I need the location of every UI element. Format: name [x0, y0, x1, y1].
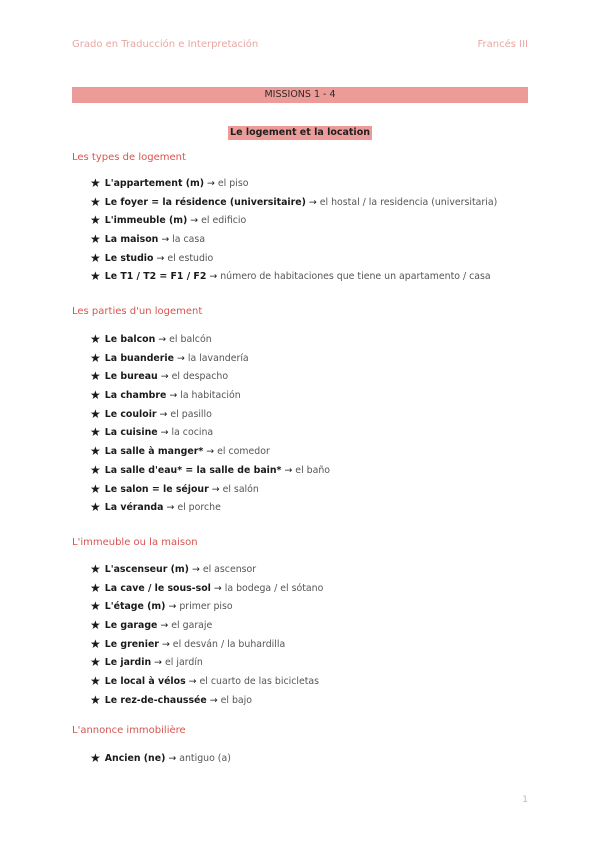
list-item	[90, 498, 330, 517]
star-bullet-icon: ★	[90, 692, 101, 707]
translation: el desván / la buhardilla	[172, 638, 286, 650]
translation: la habitación	[180, 390, 241, 402]
arrow-right-icon: →	[156, 252, 165, 264]
arrow-right-icon: →	[161, 638, 170, 650]
star-bullet-icon: ★	[90, 388, 101, 403]
list-item	[90, 749, 231, 768]
star-bullet-icon: ★	[90, 406, 101, 421]
translation: la lavandería	[187, 352, 249, 364]
term: La salle à manger*	[104, 446, 204, 458]
term: Le garage	[104, 620, 158, 632]
list-item	[90, 249, 497, 268]
translation: el pasillo	[170, 408, 212, 420]
page-subtitle: Le logement et la location	[230, 127, 370, 138]
translation: el despacho	[171, 371, 229, 383]
list-item	[90, 386, 330, 405]
translation: número de habitaciones que tiene un apartamento / casa	[220, 271, 491, 283]
term: Le balcon	[104, 334, 156, 345]
term: La cuisine	[104, 427, 158, 439]
star-bullet-icon: ★	[90, 332, 101, 346]
star-bullet-icon: ★	[90, 232, 101, 247]
star-bullet-icon: ★	[90, 269, 101, 284]
arrow-right-icon: →	[209, 694, 218, 706]
translation: primer piso	[179, 601, 233, 613]
translation: el hostal / la residencia (universitaria)	[319, 196, 498, 208]
term: Le grenier	[104, 638, 159, 650]
list-item	[90, 461, 330, 480]
list-item	[90, 579, 323, 598]
list-ad	[90, 749, 231, 768]
arrow-right-icon: →	[209, 271, 218, 283]
arrow-right-icon: →	[206, 446, 215, 458]
arrow-right-icon: →	[168, 753, 177, 764]
star-bullet-icon: ★	[90, 751, 101, 765]
term: Le bureau	[104, 371, 158, 383]
translation: el estudio	[167, 252, 214, 264]
arrow-right-icon: →	[207, 178, 215, 189]
translation: el ascensor	[202, 564, 257, 575]
star-bullet-icon: ★	[90, 580, 101, 595]
arrow-right-icon: →	[158, 334, 167, 345]
translation: el edificio	[201, 215, 247, 227]
list-item	[90, 480, 330, 499]
term: L'étage (m)	[104, 601, 166, 613]
star-bullet-icon: ★	[90, 500, 101, 515]
arrow-right-icon: →	[160, 620, 169, 632]
list-types	[90, 174, 497, 286]
section-title-ad: L'annonce immobilière	[72, 725, 186, 736]
term: La cave / le sous-sol	[104, 582, 211, 594]
star-bullet-icon: ★	[90, 655, 101, 670]
term: Le jardin	[104, 657, 152, 669]
list-item	[90, 560, 323, 579]
list-item	[90, 405, 330, 424]
list-item	[90, 672, 323, 691]
list-item	[90, 635, 323, 654]
star-bullet-icon: ★	[90, 369, 101, 384]
star-bullet-icon: ★	[90, 425, 101, 440]
list-item	[90, 174, 497, 193]
list-item	[90, 691, 323, 710]
list-item	[90, 193, 497, 212]
list-item	[90, 423, 330, 442]
translation: la cocina	[171, 427, 214, 439]
star-bullet-icon: ★	[90, 462, 101, 477]
section-title-parts: Les parties d'un logement	[72, 306, 203, 317]
arrow-right-icon: →	[190, 215, 199, 227]
arrow-right-icon: →	[160, 427, 169, 439]
translation: el cuarto de las bicicletas	[199, 676, 320, 688]
page-number: 1	[522, 795, 528, 805]
list-item	[90, 230, 497, 249]
term: La véranda	[104, 502, 164, 514]
arrow-right-icon: →	[159, 408, 168, 420]
star-bullet-icon: ★	[90, 194, 101, 209]
header-subject: Francés III	[477, 39, 528, 50]
translation: antiguo (a)	[179, 753, 231, 764]
term: Le foyer = la résidence (universitaire)	[104, 196, 306, 208]
arrow-right-icon: →	[166, 502, 175, 514]
translation: el piso	[217, 178, 249, 189]
translation: el bajo	[220, 694, 253, 706]
section-title-building: L'immeuble ou la maison	[72, 537, 198, 548]
arrow-right-icon: →	[213, 582, 222, 594]
arrow-right-icon: →	[161, 234, 170, 246]
arrow-right-icon: →	[188, 676, 197, 688]
translation: el porche	[177, 502, 221, 514]
term: Le studio	[104, 252, 154, 264]
star-bullet-icon: ★	[90, 213, 101, 228]
arrow-right-icon: →	[160, 371, 169, 383]
list-parts	[90, 330, 330, 517]
star-bullet-icon: ★	[90, 350, 101, 365]
arrow-right-icon: →	[154, 657, 162, 669]
star-bullet-icon: ★	[90, 444, 101, 459]
translation: el jardín	[164, 657, 203, 669]
list-item	[90, 597, 323, 616]
term: La chambre	[104, 390, 167, 402]
term: L'immeuble (m)	[104, 215, 188, 227]
list-building	[90, 560, 323, 710]
list-item	[90, 653, 323, 672]
list-item	[90, 442, 330, 461]
arrow-right-icon: →	[168, 601, 177, 613]
translation: la casa	[172, 234, 206, 246]
arrow-right-icon: →	[176, 352, 185, 364]
arrow-right-icon: →	[191, 564, 200, 575]
list-item	[90, 211, 497, 230]
section-title-types: Les types de logement	[72, 152, 186, 163]
arrow-right-icon: →	[284, 464, 293, 476]
star-bullet-icon: ★	[90, 481, 101, 496]
translation: el balcón	[169, 334, 212, 345]
term: L'appartement (m)	[104, 178, 205, 189]
translation: el salón	[222, 483, 259, 495]
term: L'ascenseur (m)	[104, 564, 189, 575]
term: La maison	[104, 234, 159, 246]
term: Le rez-de-chaussée	[104, 694, 207, 706]
star-bullet-icon: ★	[90, 176, 101, 190]
missions-band: MISSIONS 1 - 4	[72, 87, 528, 103]
term: La salle d'eau* = la salle de bain*	[104, 464, 282, 476]
star-bullet-icon: ★	[90, 636, 101, 651]
star-bullet-icon: ★	[90, 599, 101, 614]
term: Le local à vélos	[104, 676, 186, 688]
list-item	[90, 616, 323, 635]
arrow-right-icon: →	[308, 196, 317, 208]
star-bullet-icon: ★	[90, 674, 101, 689]
translation: el comedor	[217, 446, 270, 458]
arrow-right-icon: →	[169, 390, 178, 402]
term: Le salon = le séjour	[104, 483, 209, 495]
translation: el baño	[295, 464, 331, 476]
star-bullet-icon: ★	[90, 562, 101, 576]
list-item	[90, 330, 330, 349]
term: Le couloir	[104, 408, 157, 420]
arrow-right-icon: →	[211, 483, 220, 495]
term: Le T1 / T2 = F1 / F2	[104, 271, 207, 283]
list-item	[90, 267, 497, 286]
header-course-title: Grado en Traducción e Interpretación	[72, 39, 259, 50]
term: Ancien (ne)	[104, 753, 166, 764]
translation: la bodega / el sótano	[224, 582, 324, 594]
list-item	[90, 349, 330, 368]
subtitle-container	[0, 120, 600, 140]
star-bullet-icon: ★	[90, 618, 101, 633]
star-bullet-icon: ★	[90, 250, 101, 265]
translation: el garaje	[171, 620, 213, 632]
term: La buanderie	[104, 352, 174, 364]
list-item	[90, 367, 330, 386]
